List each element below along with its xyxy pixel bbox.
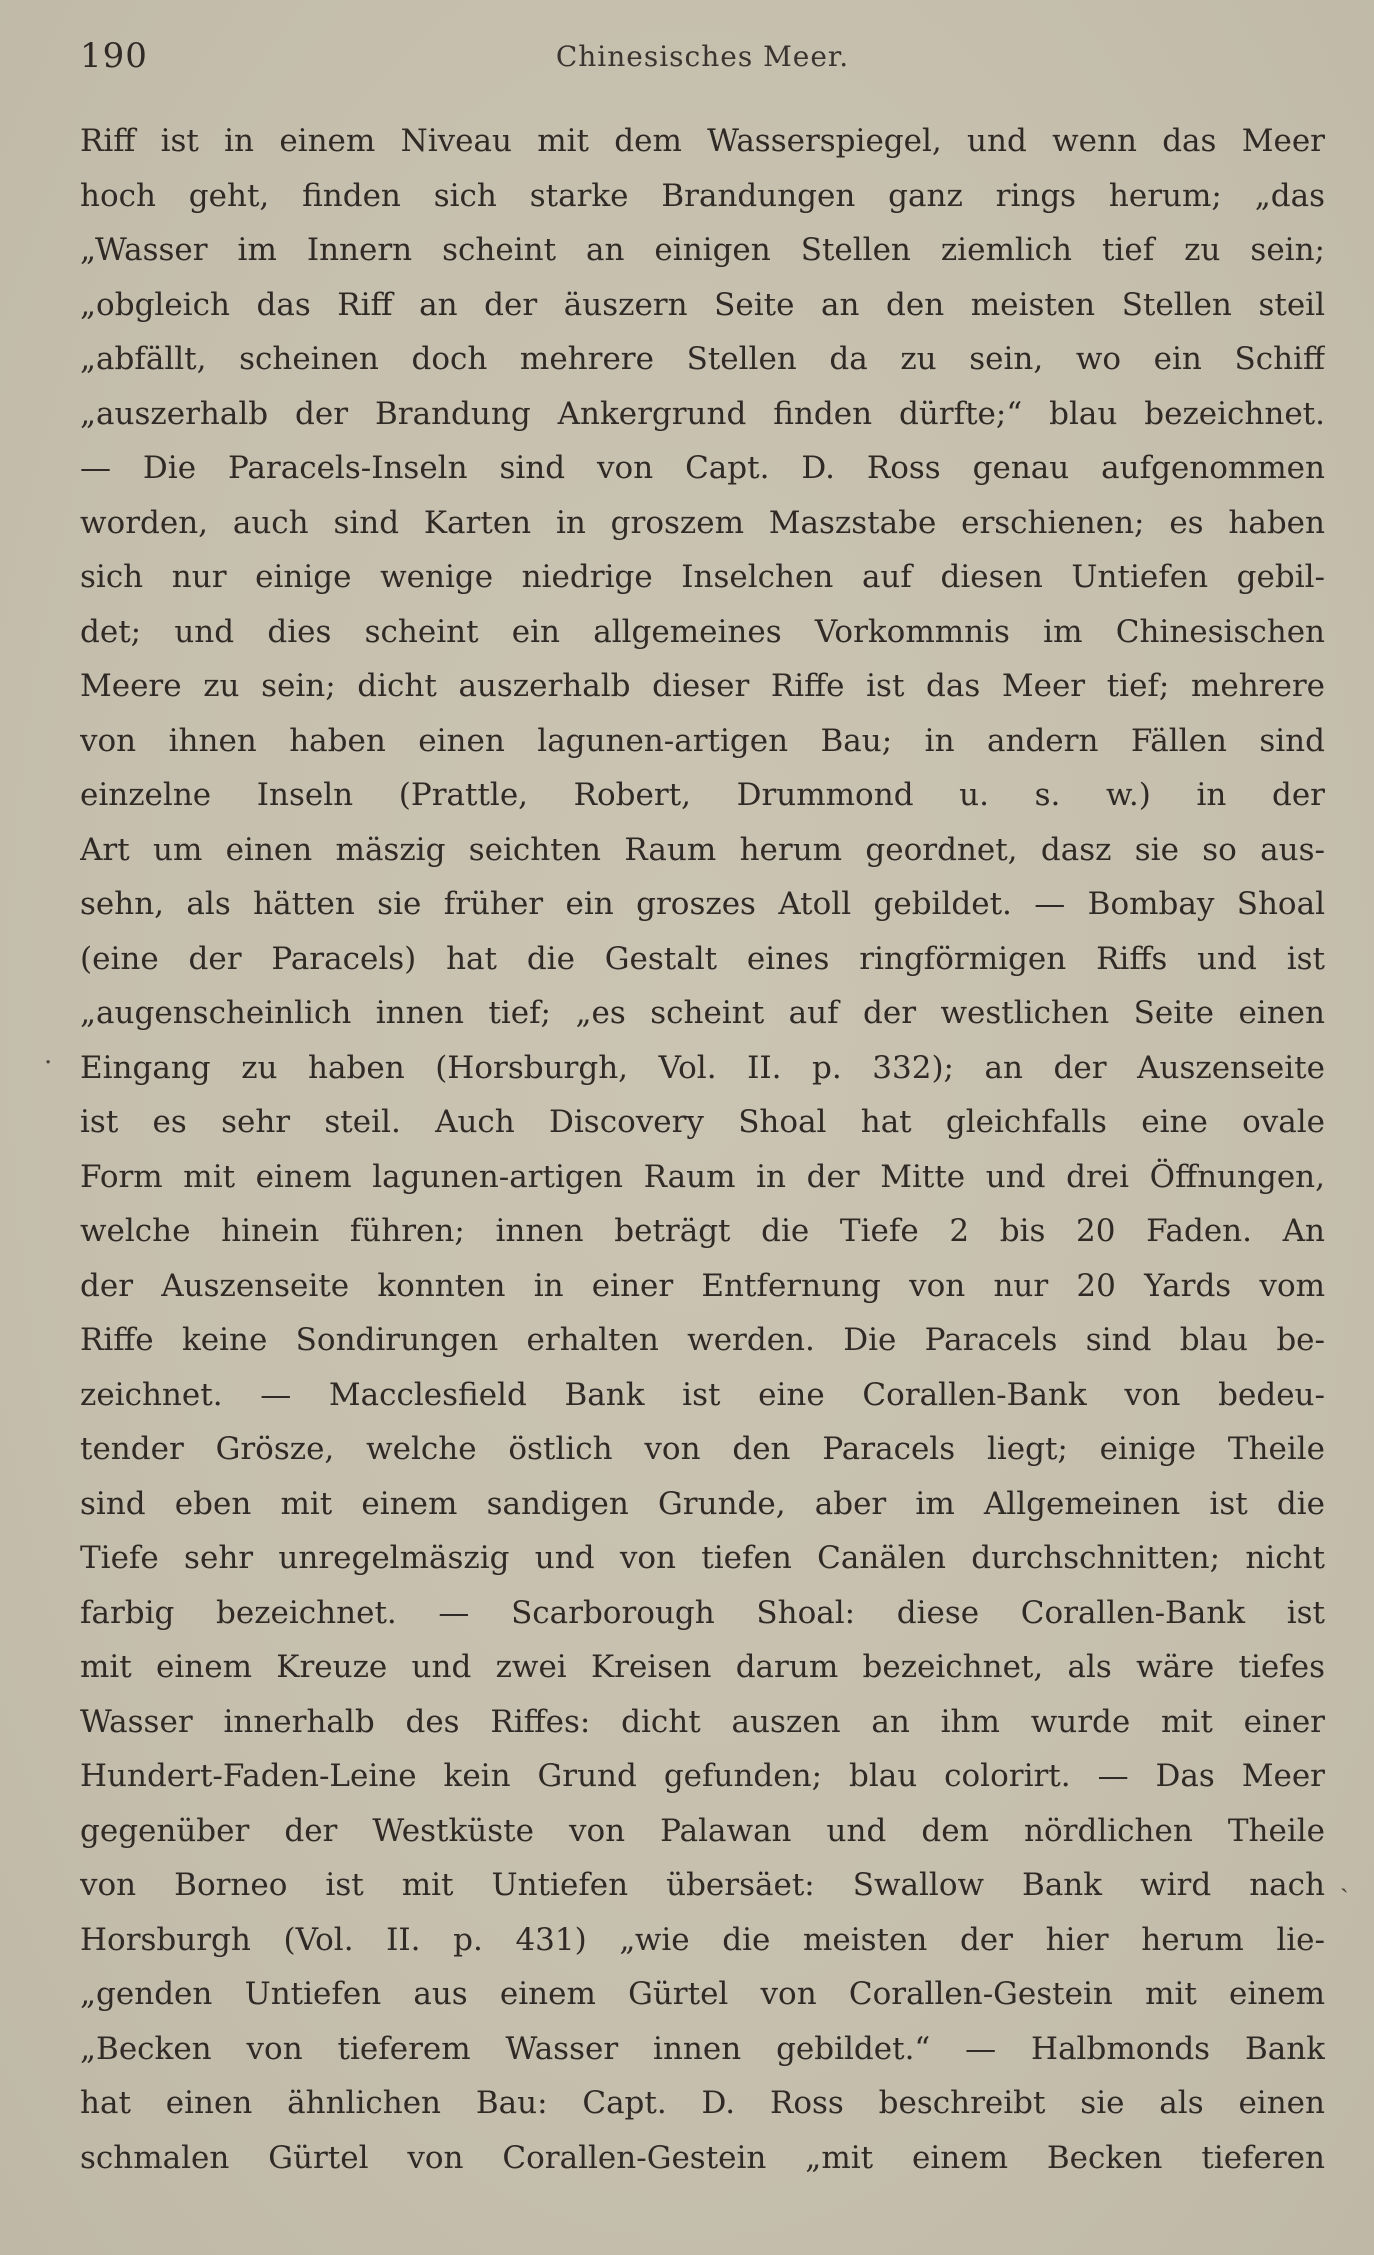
text-line: „augenscheinlich innen tief; „es scheint auf der westlichen Seite einen	[80, 995, 1325, 1031]
text-line: Horsburgh (Vol. II. p. 431) „wie die meisten der hier herum lie-	[80, 1921, 1325, 1958]
text-line: worden, auch sind Karten in groszem Maszstabe erschienen; es haben	[80, 504, 1325, 541]
running-head	[80, 36, 1325, 86]
text-line: Meere zu sein; dicht auszerhalb dieser Riffe ist das Meer tief; mehrere	[80, 668, 1325, 704]
text-line: gegenüber der Westküste von Palawan und dem nördlichen Theile	[80, 1812, 1325, 1849]
text-line: Art um einen mäszig seichten Raum herum geordnet, dasz sie so aus-	[80, 831, 1325, 868]
text-line: zeichnet. — Macclesfield Bank ist eine Corallen-Bank von bedeu-	[80, 1376, 1325, 1413]
text-line: „auszerhalb der Brandung Ankergrund finden dürfte;“ blau bezeichnet.	[80, 395, 1325, 432]
text-line: „Wasser im Innern scheint an einigen Stellen ziemlich tief zu sein;	[80, 232, 1325, 268]
text-line: „genden Untiefen aus einem Gürtel von Corallen-Gestein mit einem	[80, 1976, 1325, 2012]
page-number: 190	[80, 36, 148, 76]
text-line: Hundert-Faden-Leine kein Grund gefunden; blau colorirt. — Das Meer	[80, 1758, 1325, 1794]
text-line: „Becken von tieferem Wasser innen gebildet.“ — Halbmonds Bank	[80, 2030, 1325, 2067]
text-line: (eine der Paracels) hat die Gestalt eines ringförmigen Riffs und ist	[80, 940, 1325, 977]
text-line: tender Grösze, welche östlich von den Paracels liegt; einige Theile	[80, 1431, 1325, 1467]
text-line: schmalen Gürtel von Corallen-Gestein „mit einem Becken tieferen	[80, 2139, 1325, 2176]
text-line: sehn, als hätten sie früher ein groszes Atoll gebildet. — Bombay Shoal	[80, 886, 1325, 922]
text-line: Tiefe sehr unregelmäszig und von tiefen Canälen durchschnitten; nicht	[80, 1540, 1325, 1576]
text-line: von ihnen haben einen lagunen-artigen Bau; in andern Fällen sind	[80, 722, 1325, 759]
text-line: der Auszenseite konnten in einer Entfernung von nur 20 Yards vom	[80, 1267, 1325, 1304]
text-line: „obgleich das Riff an der äuszern Seite an den meisten Stellen steil	[80, 286, 1325, 323]
text-line: welche hinein führen; innen beträgt die Tiefe 2 bis 20 Faden. An	[80, 1213, 1325, 1249]
text-line: „abfällt, scheinen doch mehrere Stellen da zu sein, wo ein Schiff	[80, 341, 1325, 377]
margin-mark: ˏ	[1340, 1864, 1349, 1894]
text-line: Riff ist in einem Niveau mit dem Wasserspiegel, und wenn das Meer	[80, 123, 1325, 159]
text-line: von Borneo ist mit Untiefen übersäet: Swallow Bank wird nach	[80, 1867, 1325, 1903]
text-line: hat einen ähnlichen Bau: Capt. D. Ross beschreibt sie als einen	[80, 2085, 1325, 2121]
text-line: Wasser innerhalb des Riffes: dicht auszen an ihm wurde mit einer	[80, 1703, 1325, 1740]
text-line: Riffe keine Sondirungen erhalten werden. Die Paracels sind blau be-	[80, 1322, 1325, 1358]
running-title: Chinesisches Meer.	[555, 40, 850, 73]
text-line: hoch geht, finden sich starke Brandungen ganz rings herum; „das	[80, 177, 1325, 214]
text-line: sich nur einige wenige niedrige Inselchen auf diesen Untiefen gebil-	[80, 559, 1325, 595]
text-line: einzelne Inseln (Prattle, Robert, Drummond u. s. w.) in der	[80, 777, 1325, 813]
text-line: Form mit einem lagunen-artigen Raum in der Mitte und drei Öffnungen,	[80, 1158, 1325, 1195]
text-line: — Die Paracels-Inseln sind von Capt. D. Ross genau aufgenommen	[80, 450, 1325, 486]
body-text	[80, 114, 1325, 2185]
text-line: sind eben mit einem sandigen Grunde, aber im Allgemeinen ist die	[80, 1485, 1325, 1522]
text-line: mit einem Kreuze und zwei Kreisen darum bezeichnet, als wäre tiefes	[80, 1649, 1325, 1685]
margin-mark: ·	[44, 1048, 53, 1078]
text-line: det; und dies scheint ein allgemeines Vorkommnis im Chinesischen	[80, 613, 1325, 650]
text-line: Eingang zu haben (Horsburgh, Vol. II. p. 332); an der Auszenseite	[80, 1049, 1325, 1086]
text-line: ist es sehr steil. Auch Discovery Shoal hat gleichfalls eine ovale	[80, 1104, 1325, 1140]
text-line: farbig bezeichnet. — Scarborough Shoal: diese Corallen-Bank ist	[80, 1594, 1325, 1631]
